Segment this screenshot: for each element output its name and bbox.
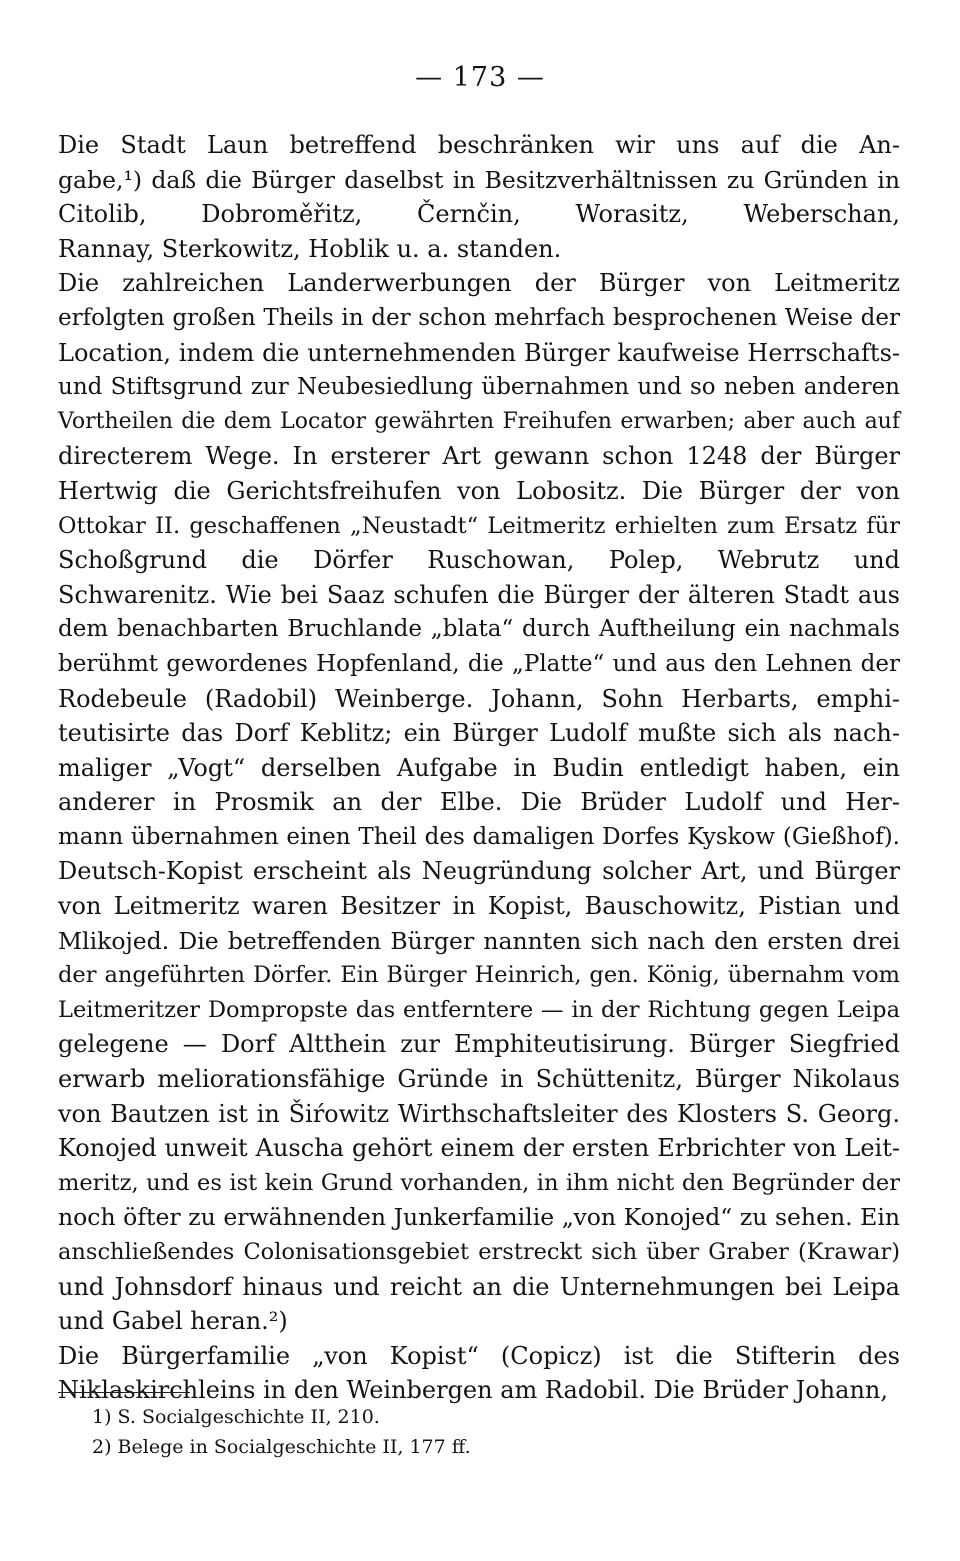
text-line: Die Stadt Laun betreffend beschränken wir uns auf die An- — [58, 131, 900, 159]
text-line: von Leitmeritz waren Besitzer in Kopist, Bauschowitz, Pistian und — [58, 892, 900, 921]
text-line: Die Bürgerfamilie „von Kopist“ (Copicz) ist die Stifterin des — [58, 1341, 900, 1370]
text-line: Mlikojed. Die betreffenden Bürger nannten sich nach den ersten drei — [58, 926, 900, 955]
text-line: teutisirte das Dorf Keblitz; ein Bürger Ludolf mußte sich als nach- — [58, 719, 900, 748]
text-line: und Johnsdorf hinaus und reicht an die Unternehmungen bei Leipa — [58, 1272, 900, 1301]
text-line: Schwarenitz. Wie bei Saaz schufen die Bürger der älteren Stadt aus — [58, 580, 900, 609]
text-line: und Gabel heran.²) — [58, 1307, 288, 1336]
text-line: noch öfter zu erwähnenden Junkerfamilie „von Konojed“ zu sehen. Ein — [58, 1203, 900, 1232]
page-number: — 173 — — [415, 62, 545, 93]
text-line: und Stiftsgrund zur Neubesiedlung übernahmen und so neben anderen — [58, 374, 900, 401]
footnote: 2) Belege in Socialgeschichte II, 177 ff. — [92, 1436, 471, 1458]
text-line: meritz, und es ist kein Grund vorhanden, in ihm nicht den Begründer der — [58, 1169, 900, 1196]
body-text — [58, 128, 900, 1408]
text-line: mann übernahmen einen Theil des damaligen Dorfes Kyskow (Gießhof). — [58, 823, 900, 850]
text-line: Rodebeule (Radobil) Weinberge. Johann, Sohn Herbarts, emphi- — [58, 684, 900, 713]
text-line: Die zahlreichen Landerwerbungen der Bürger von Leitmeritz — [58, 269, 900, 298]
text-line: anderer in Prosmik an der Elbe. Die Brüder Ludolf und Her- — [58, 788, 900, 817]
text-line: Rannay, Sterkowitz, Hoblik u. a. standen. — [58, 234, 562, 263]
text-line: Deutsch-Kopist erscheint als Neugründung solcher Art, und Bürger — [58, 857, 900, 886]
footnotes — [92, 1402, 471, 1462]
text-line: directerem Wege. In ersterer Art gewann schon 1248 der Bürger — [58, 442, 900, 471]
text-line: maliger „Vogt“ derselben Aufgabe in Budin entledigt haben, ein — [58, 753, 900, 782]
text-line: Location, indem die unternehmenden Bürger kaufweise Herrschafts- — [58, 338, 900, 367]
footnote: 1) S. Socialgeschichte II, 210. — [92, 1406, 380, 1428]
text-line: Leitmeritzer Dompropste das entferntere — in der Richtung gegen Leipa — [58, 996, 900, 1023]
text-line: Ottokar II. geschaffenen „Neustadt“ Leitmeritz erhielten zum Ersatz für — [58, 512, 900, 539]
text-line: Niklaskirchleins in den Weinbergen am Radobil. Die Brüder Johann, — [58, 1376, 888, 1405]
text-line: Konojed unweit Auscha gehört einem der ersten Erbrichter von Leit- — [58, 1134, 900, 1163]
text-line: berühmt gewordenes Hopfenland, die „Platte“ und aus den Lehnen der — [58, 650, 900, 677]
footnote-divider — [58, 1392, 190, 1393]
text-line: erfolgten großen Theils in der schon mehrfach besprochenen Weise der — [58, 304, 900, 331]
text-line: Citolib, Dobroměřitz, Černčin, Worasitz, Weberschan, — [58, 200, 900, 229]
text-line: Schoßgrund die Dörfer Ruschowan, Polep, Webrutz und — [58, 546, 900, 575]
text-line: anschließendes Colonisationsgebiet erstreckt sich über Graber (Krawar) — [58, 1239, 900, 1265]
text-line: von Bautzen ist in Šiŕowitz Wirthschaftsleiter des Klosters S. Georg. — [58, 1099, 900, 1128]
text-line: Vortheilen die dem Locator gewährten Freihufen erwarben; aber auch auf — [58, 408, 900, 434]
text-line: Hertwig die Gerichtsfreihufen von Lobositz. Die Bürger der von — [58, 476, 900, 505]
text-line: gabe,¹) daß die Bürger daselbst in Besitzverhältnissen zu Gründen in — [58, 165, 900, 194]
text-line: dem benachbarten Bruchlande „blata“ durch Auftheilung ein nachmals — [58, 616, 900, 643]
text-line: gelegene — Dorf Altthein zur Emphiteutisirung. Bürger Siegfried — [58, 1030, 900, 1059]
text-line: der angeführten Dörfer. Ein Bürger Heinrich, gen. König, übernahm vom — [58, 962, 900, 989]
text-line: erwarb meliorationsfähige Gründe in Schüttenitz, Bürger Nikolaus — [58, 1065, 900, 1094]
